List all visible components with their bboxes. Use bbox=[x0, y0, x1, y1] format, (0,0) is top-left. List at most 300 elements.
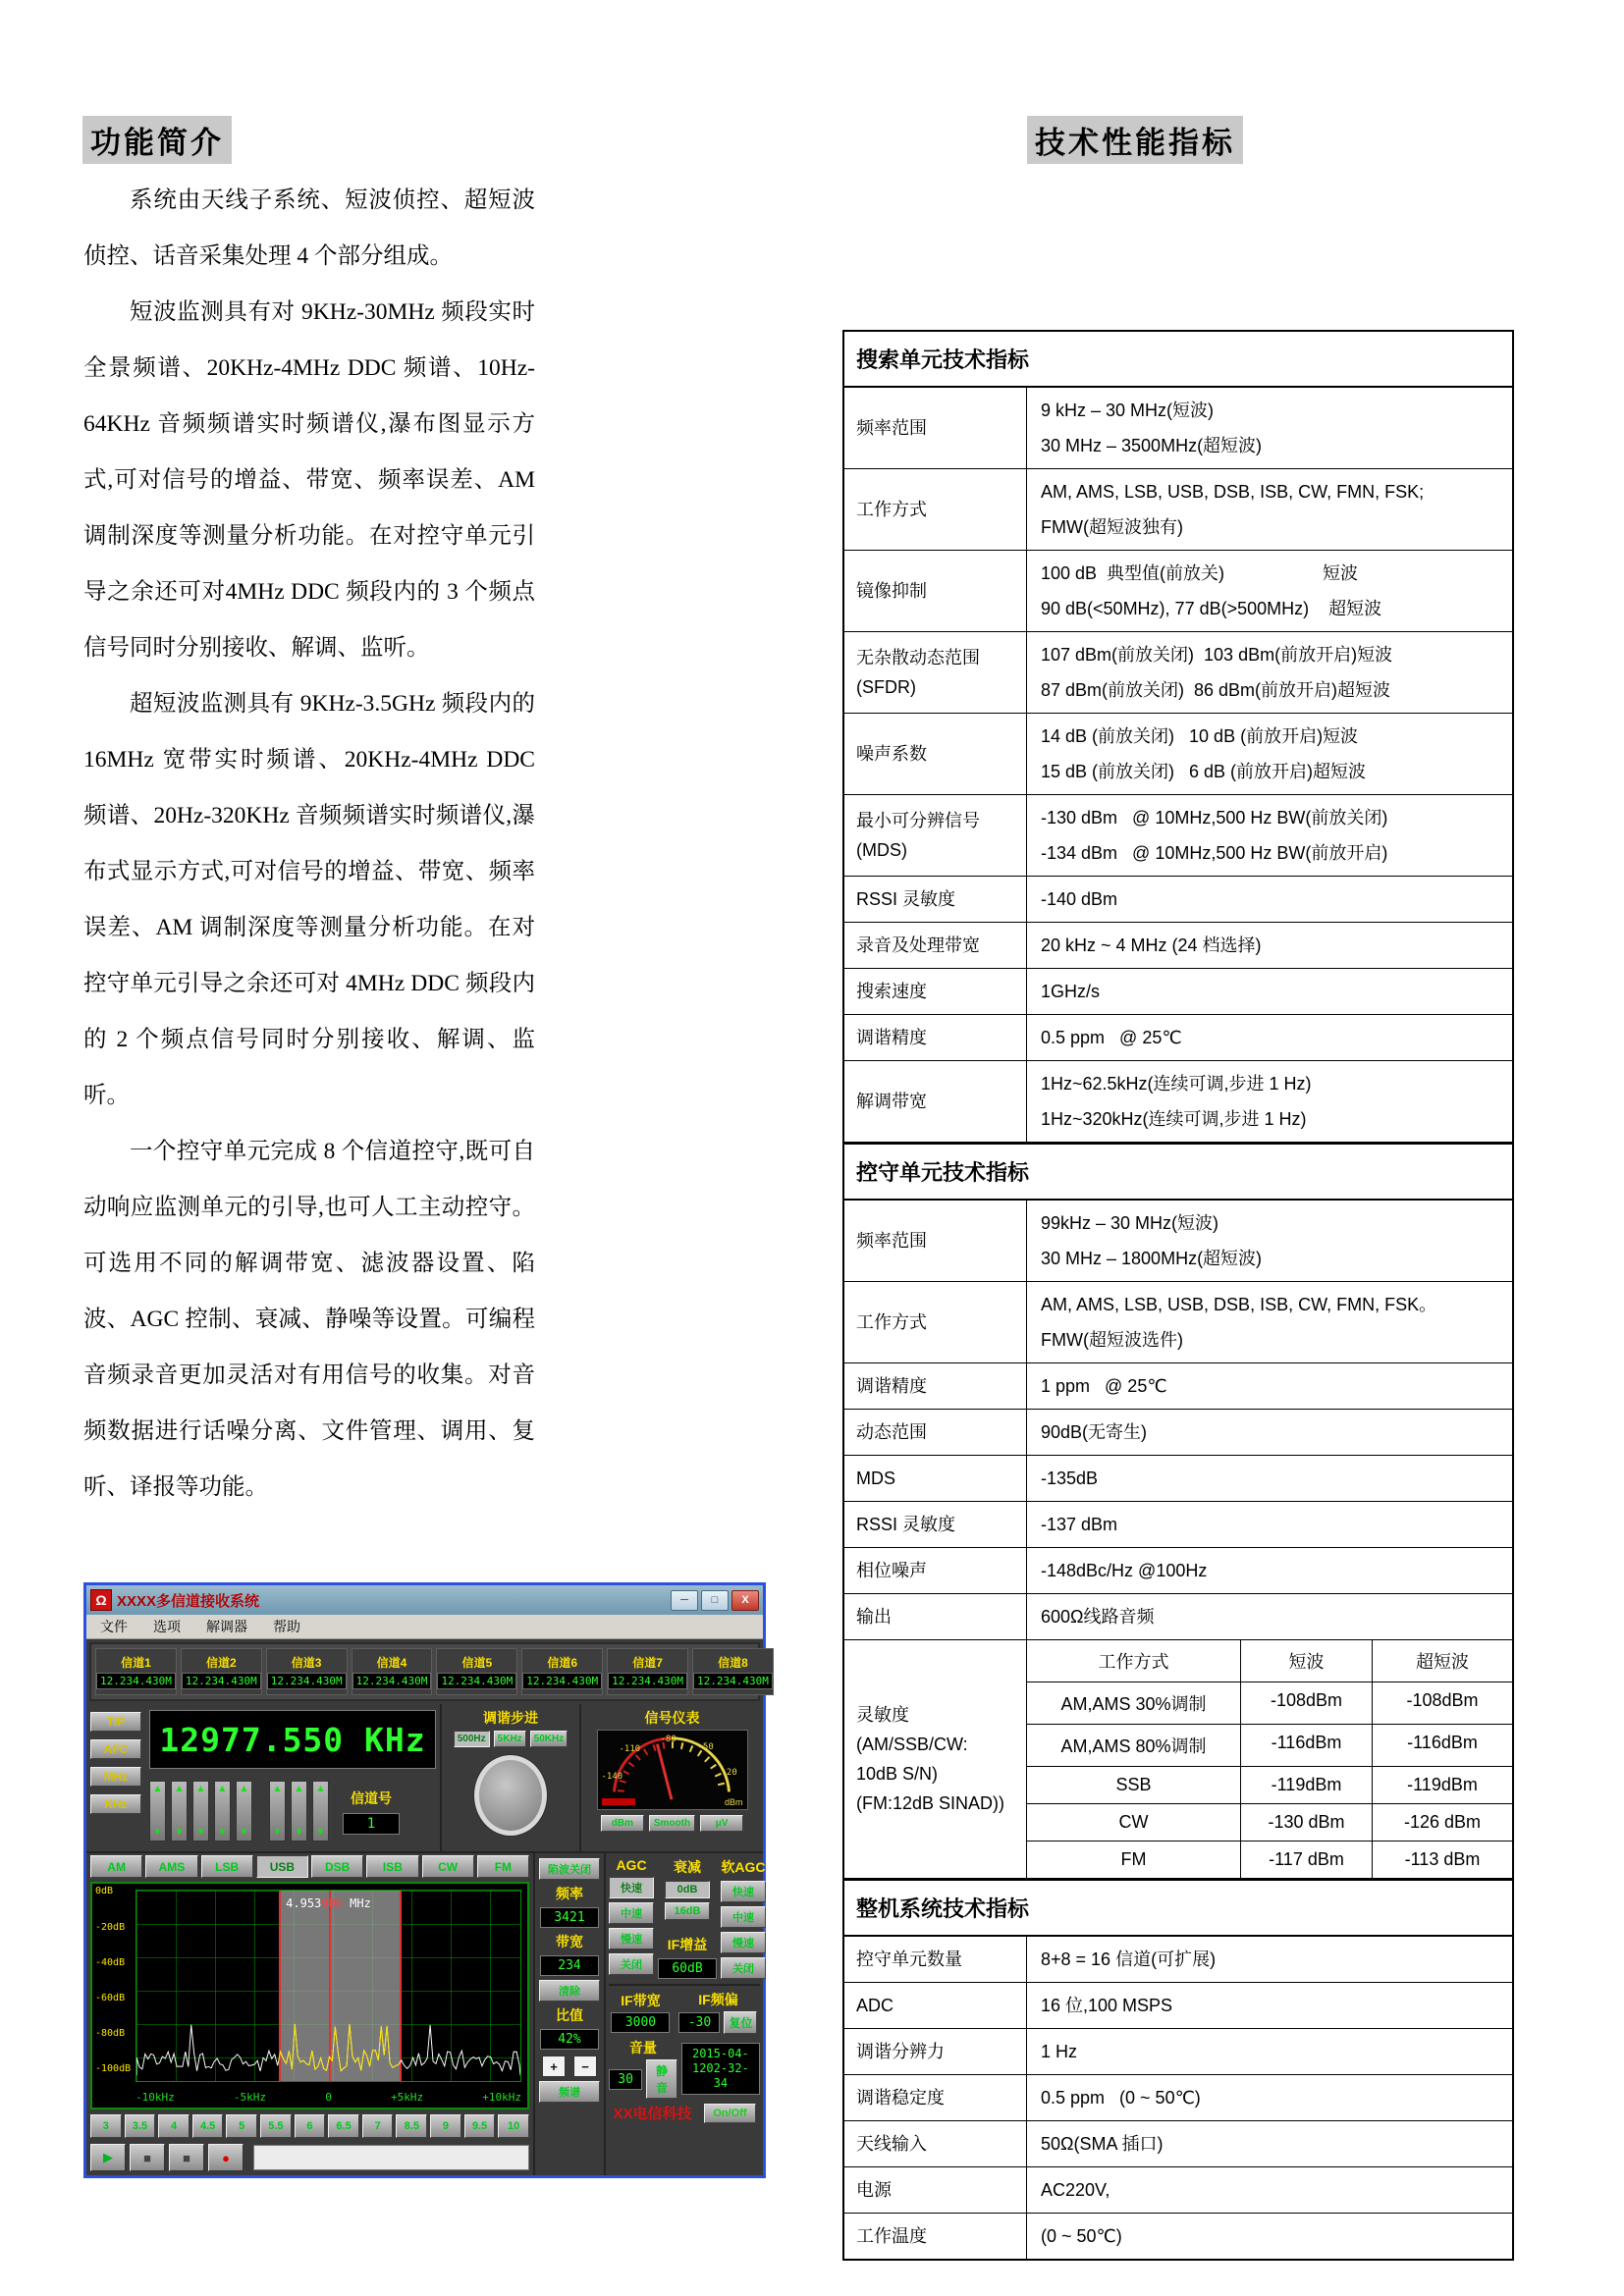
minimize-icon[interactable]: ─ bbox=[671, 1590, 698, 1611]
channel-label: 信道5 bbox=[461, 1656, 493, 1670]
spinner-up-icon[interactable]: ▲ bbox=[272, 1784, 283, 1794]
spec-row-label bbox=[844, 877, 1027, 922]
spec-label-line: 解调带宽 bbox=[856, 1092, 927, 1111]
sensitivity-cell: AM,AMS 80%调制 bbox=[1027, 1725, 1241, 1766]
spec-row-value bbox=[1027, 714, 1512, 794]
sensitivity-header-cell: 短波 bbox=[1241, 1640, 1373, 1682]
x-tick-label: +10kHz bbox=[482, 2091, 521, 2105]
tuning-control-row bbox=[86, 1704, 763, 1853]
spec-row bbox=[844, 969, 1512, 1015]
spec-row bbox=[844, 1548, 1512, 1594]
sensitivity-cell: -116dBm bbox=[1241, 1725, 1373, 1766]
spec-row-label bbox=[844, 1410, 1027, 1455]
menu-item[interactable]: 文件 bbox=[100, 1619, 128, 1634]
spec-label-line: 动态范围 bbox=[856, 1422, 927, 1442]
y-tick-label: 0dB bbox=[95, 1886, 114, 1897]
frequency-display: 12977.550 KHz bbox=[149, 1710, 436, 1769]
spectrum-button[interactable]: 频谱 bbox=[539, 2081, 600, 2103]
channel-frequency: 12.234.430M bbox=[693, 1673, 773, 1689]
tuning-step-buttons bbox=[454, 1731, 568, 1747]
frequency-area bbox=[145, 1704, 440, 1851]
spec-row-value bbox=[1027, 551, 1512, 631]
spinner-up-icon[interactable]: ▲ bbox=[195, 1784, 206, 1794]
agc-columns bbox=[609, 1857, 766, 1986]
freq-unit-button[interactable]: TIP bbox=[90, 1712, 141, 1732]
spec-row bbox=[844, 2121, 1512, 2167]
spinner-up-icon[interactable]: ▲ bbox=[239, 1784, 249, 1794]
spec-label-line: (FM:12dB SINAD)) bbox=[856, 1793, 1005, 1813]
spec-row-value bbox=[1027, 969, 1512, 1014]
left-heading: 功能简介 bbox=[82, 116, 232, 164]
spec-row-label bbox=[844, 388, 1027, 468]
spec-row bbox=[844, 1937, 1512, 1983]
atten-button[interactable]: 16dB bbox=[665, 1902, 710, 1920]
digit-spinner[interactable] bbox=[269, 1781, 286, 1842]
spinner-up-icon[interactable]: ▲ bbox=[174, 1784, 185, 1794]
stop-icon[interactable]: ■ bbox=[169, 2144, 204, 2171]
ratio-label: 比值 bbox=[556, 2007, 583, 2023]
sensitivity-cell: FM bbox=[1027, 1842, 1241, 1878]
spec-row-value bbox=[1027, 1410, 1512, 1455]
x-tick-label: +5kHz bbox=[390, 2091, 424, 2105]
band-button[interactable]: 10 bbox=[498, 2114, 529, 2137]
spec-row-value bbox=[1027, 2214, 1512, 2259]
channel-label: 信道3 bbox=[291, 1656, 322, 1670]
spec-row-value bbox=[1027, 1548, 1512, 1593]
soft-agc-button[interactable]: 中速 bbox=[721, 1906, 766, 1928]
mode-button[interactable]: LSB bbox=[201, 1855, 253, 1878]
center-freq-main: 4.953 bbox=[286, 1896, 322, 1911]
gauge-scale-label: -80 bbox=[660, 1735, 677, 1744]
spinner-up-icon[interactable]: ▲ bbox=[315, 1784, 326, 1794]
band-button[interactable]: 9.5 bbox=[464, 2114, 496, 2137]
if-offset-value[interactable]: -30 bbox=[678, 2012, 720, 2033]
spec-row-label bbox=[844, 1201, 1027, 1281]
mode-button[interactable]: ISB bbox=[366, 1855, 418, 1878]
spec-row bbox=[844, 1456, 1512, 1502]
if-audio-panel bbox=[609, 1986, 760, 2171]
band-button[interactable]: 5 bbox=[226, 2114, 257, 2137]
spec-row bbox=[844, 714, 1512, 795]
signal-meter-label: 信号仪表 bbox=[644, 1710, 700, 1726]
spec-row bbox=[844, 2029, 1512, 2075]
agc-button[interactable]: 快速 bbox=[609, 1877, 654, 1898]
onoff-button[interactable]: On/Off bbox=[704, 2104, 755, 2123]
digit-spinners bbox=[149, 1781, 329, 1842]
file-path-field[interactable] bbox=[253, 2145, 529, 2170]
spinner-up-icon[interactable]: ▲ bbox=[152, 1784, 163, 1794]
spec-value-line: AM, AMS, LSB, USB, DSB, ISB, CW, FMN, FSK。 bbox=[1041, 1295, 1437, 1314]
maximize-icon[interactable]: □ bbox=[701, 1590, 729, 1611]
spec-label-line: 最小可分辨信号 bbox=[856, 811, 980, 830]
center-freq-sub: 900 bbox=[321, 1896, 343, 1911]
notch-button[interactable]: 陷波关闭 bbox=[539, 1858, 600, 1880]
mode-button[interactable]: CW bbox=[422, 1855, 474, 1878]
gauge-scale-label: -20 bbox=[721, 1768, 737, 1778]
gauge-needle bbox=[657, 1744, 672, 1800]
datetime-display bbox=[681, 2043, 760, 2095]
spec-value-line: 1 ppm @ 25℃ bbox=[1041, 1376, 1167, 1396]
sensitivity-cell: CW bbox=[1027, 1804, 1241, 1841]
sensitivity-cell: -130 dBm bbox=[1241, 1804, 1373, 1841]
x-tick-label: -5kHz bbox=[233, 2091, 267, 2105]
record-icon[interactable]: ● bbox=[208, 2144, 244, 2171]
spec-row bbox=[844, 1015, 1512, 1061]
sensitivity-cell: -119dBm bbox=[1241, 1767, 1373, 1803]
digit-spinner[interactable] bbox=[291, 1781, 307, 1842]
band-button[interactable]: 3 bbox=[90, 2114, 122, 2137]
soft-agc-button[interactable]: 快速 bbox=[721, 1881, 766, 1902]
spec-row-value bbox=[1027, 632, 1512, 713]
channel-label: 信道2 bbox=[205, 1656, 237, 1670]
soft-agc-column bbox=[721, 1857, 766, 1979]
spec-row-label bbox=[844, 1548, 1027, 1593]
sensitivity-cell: AM,AMS 30%调制 bbox=[1027, 1682, 1241, 1724]
spec-row bbox=[844, 2075, 1512, 2121]
spec-row-value bbox=[1027, 469, 1512, 550]
spec-value-line: 87 dBm(前放关闭) 86 dBm(前放开启)超短波 bbox=[1041, 680, 1391, 700]
meter-unit-buttons bbox=[601, 1815, 743, 1832]
demod-main-column bbox=[606, 1853, 766, 2175]
right-heading: 技术性能指标 bbox=[1027, 116, 1243, 164]
spec-value-line: -130 dBm @ 10MHz,500 Hz BW(前放关闭) bbox=[1041, 808, 1388, 828]
spec-row-label bbox=[844, 1282, 1027, 1362]
spec-label-line: 频率范围 bbox=[856, 418, 927, 438]
spec-row-label bbox=[844, 714, 1027, 794]
channel-frequency: 12.234.430M bbox=[182, 1673, 261, 1689]
sensitivity-cell: -113 dBm bbox=[1404, 1849, 1481, 1869]
spec-value-line: FMW(超短波选件) bbox=[1041, 1330, 1183, 1350]
window-title: XXXX多信道接收系统 bbox=[117, 1592, 260, 1610]
spec-value-line: 1Hz~62.5kHz(连续可调,步进 1 Hz) bbox=[1041, 1074, 1312, 1094]
spec-value-line: 1 Hz bbox=[1041, 2042, 1078, 2061]
digit-spinner[interactable] bbox=[312, 1781, 329, 1842]
demod-control-panel bbox=[533, 1853, 766, 2175]
atten-column bbox=[658, 1857, 717, 1979]
mute-button[interactable]: 静音 bbox=[646, 2059, 677, 2099]
spec-label-line: 10dB S/N) bbox=[856, 1764, 939, 1784]
channel-label: 信道1 bbox=[121, 1656, 151, 1670]
digit-spinner[interactable] bbox=[171, 1781, 188, 1842]
channel-cell[interactable] bbox=[352, 1648, 433, 1695]
tuning-step-button[interactable]: 50KHz bbox=[530, 1731, 568, 1747]
sensitivity-header-row bbox=[1027, 1640, 1512, 1682]
band-button[interactable]: 8.5 bbox=[396, 2114, 427, 2137]
spec-row bbox=[844, 1594, 1512, 1640]
mode-button[interactable]: FM bbox=[477, 1855, 529, 1878]
spec-row-label bbox=[844, 1983, 1027, 2028]
spec-label-line: 工作方式 bbox=[856, 1312, 927, 1332]
reset-button[interactable]: 复位 bbox=[724, 2011, 757, 2034]
spec-value-line: 14 dB (前放关闭) 10 dB (前放开启)短波 bbox=[1041, 726, 1359, 746]
y-tick-label: -40dB bbox=[95, 1956, 126, 1968]
mode-button[interactable]: DSB bbox=[311, 1855, 363, 1878]
spec-row bbox=[844, 1282, 1512, 1363]
spinner-down-icon[interactable]: ▼ bbox=[294, 1827, 304, 1838]
spec-value-line: 20 kHz ~ 4 MHz (24 档选择) bbox=[1041, 935, 1262, 955]
spec-value-line: 15 dB (前放关闭) 6 dB (前放开启)超短波 bbox=[1041, 762, 1367, 781]
x-tick-label: -10kHz bbox=[135, 2091, 175, 2105]
band-button[interactable]: 4.5 bbox=[192, 2114, 224, 2137]
channel-frequency: 12.234.430M bbox=[522, 1673, 602, 1689]
spec-row-label bbox=[844, 1937, 1027, 1982]
freq-unit-button[interactable]: MHz bbox=[90, 1767, 141, 1787]
sensitivity-row bbox=[1027, 1842, 1512, 1878]
agc-button[interactable]: 中速 bbox=[609, 1902, 654, 1924]
soft-agc-buttons bbox=[721, 1881, 766, 1979]
if-gain-value[interactable]: 60dB bbox=[658, 1958, 717, 1979]
freq-unit-buttons bbox=[86, 1704, 145, 1851]
channel-strip bbox=[89, 1642, 769, 1701]
spec-row bbox=[844, 1410, 1512, 1456]
channel-cell[interactable] bbox=[436, 1648, 517, 1695]
channel-cell[interactable] bbox=[95, 1648, 177, 1695]
spec-value-line: -140 dBm bbox=[1041, 889, 1118, 909]
transport-bar bbox=[86, 2141, 533, 2175]
spec-value-line: 30 MHz – 3500MHz(超短波) bbox=[1041, 436, 1263, 455]
play-icon[interactable]: ▶ bbox=[90, 2144, 126, 2171]
x-tick-label: 0 bbox=[325, 2091, 332, 2105]
meter-unit-button[interactable]: Smooth bbox=[649, 1815, 695, 1832]
channel-no-label: 信道号 bbox=[351, 1789, 392, 1806]
sensitivity-row bbox=[1027, 1725, 1512, 1767]
sensitivity-table bbox=[1027, 1640, 1512, 1878]
y-tick-label: -80dB bbox=[95, 2028, 126, 2040]
spinner-down-icon[interactable]: ▼ bbox=[174, 1827, 185, 1838]
pause-icon[interactable]: ■ bbox=[130, 2144, 165, 2171]
spec-label-line: 镜像抑制 bbox=[856, 581, 927, 601]
band-button[interactable]: 6 bbox=[295, 2114, 326, 2137]
spec-row-label bbox=[844, 1363, 1027, 1409]
window-controls bbox=[671, 1590, 759, 1611]
clear-button[interactable]: 清除 bbox=[539, 1980, 600, 2002]
spec-row-label bbox=[844, 632, 1027, 713]
agc-button[interactable]: 关闭 bbox=[609, 1953, 654, 1975]
spinner-down-icon[interactable]: ▼ bbox=[195, 1827, 206, 1838]
spec-label-line: 灵敏度 bbox=[856, 1705, 909, 1725]
y-tick-label: -20dB bbox=[95, 1921, 126, 1933]
band-button[interactable]: 3.5 bbox=[125, 2114, 156, 2137]
spec-label-line: (AM/SSB/CW: bbox=[856, 1735, 968, 1754]
channel-cell[interactable] bbox=[181, 1648, 262, 1695]
spectrum-plot[interactable] bbox=[135, 1890, 521, 2082]
window-titlebar[interactable] bbox=[86, 1585, 763, 1615]
spec-table bbox=[842, 330, 1514, 2261]
spectrum-display[interactable] bbox=[90, 1882, 529, 2109]
freq-unit-button[interactable]: KHz bbox=[90, 1794, 141, 1814]
center-frequency-readout bbox=[286, 1896, 371, 1910]
tuning-knob[interactable] bbox=[474, 1755, 547, 1836]
demod-bw-label: 带宽 bbox=[556, 1934, 583, 1949]
agc-label: AGC bbox=[616, 1857, 647, 1873]
soft-agc-label: 软AGC bbox=[721, 1859, 766, 1875]
agc-button[interactable]: 慢速 bbox=[609, 1928, 654, 1949]
demod-bw-value[interactable]: 234 bbox=[540, 1955, 599, 1976]
spec-label-line: 调谐分辨力 bbox=[856, 2042, 945, 2061]
digit-spinner[interactable] bbox=[214, 1781, 231, 1842]
spec-row-label bbox=[844, 2029, 1027, 2074]
sensitivity-cell: -126 dBm bbox=[1403, 1812, 1482, 1832]
spec-label-line: RSSI 灵敏度 bbox=[856, 889, 956, 909]
menu-item[interactable]: 解调器 bbox=[206, 1619, 247, 1634]
spec-value-line: AC220V, bbox=[1041, 2180, 1110, 2200]
digit-spinner[interactable] bbox=[149, 1781, 166, 1842]
zoom-out-icon[interactable]: − bbox=[573, 2056, 597, 2077]
demod-left-column bbox=[535, 1853, 606, 2175]
intro-paragraph: 系统由天线子系统、短波侦控、超短波侦控、话音采集处理 4 个部分组成。 bbox=[83, 187, 535, 269]
if-bw-label: IF带宽 bbox=[621, 1993, 661, 2008]
spec-row-label bbox=[844, 1456, 1027, 1501]
spec-row bbox=[844, 1061, 1512, 1143]
spec-label-line: 录音及处理带宽 bbox=[856, 935, 980, 955]
close-icon[interactable]: X bbox=[731, 1590, 759, 1611]
spinner-down-icon[interactable]: ▼ bbox=[272, 1827, 283, 1838]
y-tick-label: -60dB bbox=[95, 1992, 126, 2003]
spec-value-line: (0 ~ 50℃) bbox=[1041, 2226, 1122, 2246]
demod-freq-value[interactable]: 3421 bbox=[540, 1907, 599, 1928]
spec-row-value bbox=[1027, 1061, 1512, 1142]
spec-label-line: 频率范围 bbox=[856, 1231, 927, 1251]
meter-unit-button[interactable]: μV bbox=[700, 1815, 743, 1832]
volume-value[interactable]: 30 bbox=[609, 2069, 642, 2090]
spec-value-line: 107 dBm(前放关闭) 103 dBm(前放开启)短波 bbox=[1041, 645, 1393, 665]
sensitivity-row bbox=[1027, 1804, 1512, 1842]
spec-value-line: 1Hz~320kHz(连续可调,步进 1 Hz) bbox=[1041, 1109, 1307, 1129]
overload-indicator bbox=[602, 1798, 635, 1805]
spec-row bbox=[844, 1363, 1512, 1410]
spec-row-value bbox=[1027, 2029, 1512, 2074]
freq-unit-button[interactable]: AFC bbox=[90, 1739, 141, 1759]
band-button[interactable]: 7 bbox=[362, 2114, 394, 2137]
spec-value-line: 0.5 ppm @ 25℃ bbox=[1041, 1028, 1182, 1047]
spec-row-value bbox=[1027, 1594, 1512, 1639]
channel-frequency: 12.234.430M bbox=[352, 1673, 432, 1689]
band-button[interactable]: 6.5 bbox=[328, 2114, 359, 2137]
if-gain-label: IF增益 bbox=[667, 1937, 708, 1952]
spec-value-line: FMW(超短波独有) bbox=[1041, 517, 1183, 537]
channel-label: 信道7 bbox=[632, 1656, 663, 1670]
spectrum-x-ticks bbox=[135, 2091, 521, 2104]
spec-row-value bbox=[1027, 2121, 1512, 2166]
spec-label-line: (SFDR) bbox=[856, 677, 916, 697]
intro-paragraph: 一个控守单元完成 8 个信道控守,既可自动响应监测单元的引导,也可人工主动控守。可选用不同的解调带宽、滤波器设置、陷波、AGC 控制、衰减、静噪等设置。可编程音频录音更加灵活对有用信号的收集。对音频数据进行话噪分离、文件管理、调用、复听、译报等功能。 bbox=[83, 1139, 535, 1500]
volume-label: 音量 bbox=[628, 2040, 657, 2056]
agc-column bbox=[609, 1857, 654, 1979]
channel-no-value: 1 bbox=[343, 1813, 400, 1835]
sensitivity-cell: -117 dBm bbox=[1241, 1842, 1373, 1878]
spec-value-line: 30 MHz – 1800MHz(超短波) bbox=[1041, 1249, 1263, 1268]
spinner-up-icon[interactable]: ▲ bbox=[294, 1784, 304, 1794]
band-button[interactable]: 5.5 bbox=[260, 2114, 292, 2137]
spec-row-label bbox=[844, 1640, 1027, 1878]
mode-button[interactable]: AM bbox=[90, 1855, 142, 1878]
menu-bar bbox=[86, 1615, 763, 1639]
spec-value-line: 1GHz/s bbox=[1041, 982, 1101, 1001]
spec-row bbox=[844, 469, 1512, 551]
spectrum-trace bbox=[136, 1891, 520, 2081]
band-button[interactable]: 9 bbox=[430, 2114, 461, 2137]
mode-button[interactable]: USB bbox=[256, 1855, 308, 1878]
spec-value-line: 90 dB(<50MHz), 77 dB(>500MHz) 超短波 bbox=[1041, 599, 1382, 618]
app-icon: Ω bbox=[90, 1589, 112, 1611]
spec-row-value bbox=[1027, 1282, 1512, 1362]
spec-row-value bbox=[1027, 1640, 1512, 1878]
channel-cell[interactable] bbox=[521, 1648, 603, 1695]
sensitivity-header-cell: 工作方式 bbox=[1027, 1640, 1241, 1682]
spec-row-value bbox=[1027, 1937, 1512, 1982]
mode-button[interactable]: AMS bbox=[145, 1855, 197, 1878]
signal-meter-panel bbox=[579, 1704, 763, 1851]
datetime-line: 2015-04- bbox=[691, 2046, 749, 2060]
meter-unit-button[interactable]: dBm bbox=[601, 1815, 644, 1832]
mode-buttons bbox=[86, 1853, 533, 1880]
spec-row bbox=[844, 388, 1512, 469]
spec-row-label bbox=[844, 1015, 1027, 1060]
spinner-down-icon[interactable]: ▼ bbox=[239, 1827, 249, 1838]
spec-label-line: 相位噪声 bbox=[856, 1561, 927, 1580]
soft-agc-button[interactable]: 慢速 bbox=[721, 1932, 766, 1953]
digit-spinner[interactable] bbox=[236, 1781, 252, 1842]
spinner-down-icon[interactable]: ▼ bbox=[152, 1827, 163, 1838]
spec-label-line: 电源 bbox=[856, 2180, 892, 2200]
tuning-step-panel bbox=[440, 1704, 579, 1851]
agc-buttons bbox=[609, 1877, 654, 1979]
spec-label-line: (MDS) bbox=[856, 840, 907, 860]
sensitivity-cell: -119dBm bbox=[1407, 1775, 1478, 1794]
tuning-step-button[interactable]: 500Hz bbox=[454, 1731, 490, 1747]
gauge-unit-label: dBm bbox=[724, 1797, 743, 1807]
channel-cell[interactable] bbox=[692, 1648, 774, 1695]
spec-row-label bbox=[844, 969, 1027, 1014]
soft-agc-button[interactable]: 关闭 bbox=[721, 1957, 766, 1979]
spec-row bbox=[844, 877, 1512, 923]
spinner-down-icon[interactable]: ▼ bbox=[217, 1827, 228, 1838]
spec-row-label bbox=[844, 1594, 1027, 1639]
zoom-in-icon[interactable]: + bbox=[542, 2056, 566, 2077]
spec-row bbox=[844, 551, 1512, 632]
spectrum-y-ticks bbox=[95, 1884, 135, 2082]
menu-item[interactable]: 选项 bbox=[153, 1619, 181, 1634]
spec-label-line: RSSI 灵敏度 bbox=[856, 1515, 956, 1534]
spec-row-label bbox=[844, 795, 1027, 876]
spec-section-title: 搜索单元技术指标 bbox=[844, 332, 1512, 388]
atten-button[interactable]: 0dB bbox=[665, 1881, 710, 1898]
spec-value-line: 9 kHz – 30 MHz(短波) bbox=[1041, 400, 1215, 420]
spec-value-line: -148dBc/Hz @100Hz bbox=[1041, 1561, 1208, 1580]
spec-row-value bbox=[1027, 388, 1512, 468]
channel-frequency: 12.234.430M bbox=[437, 1673, 516, 1689]
spec-value-line: -134 dBm @ 10MHz,500 Hz BW(前放开启) bbox=[1041, 843, 1388, 863]
spec-row-value bbox=[1027, 1201, 1512, 1281]
digit-spinner[interactable] bbox=[192, 1781, 209, 1842]
spec-row-value bbox=[1027, 795, 1512, 876]
spec-value-line: 8+8 = 16 信道(可扩展) bbox=[1041, 1949, 1217, 1969]
if-bw-value[interactable]: 3000 bbox=[611, 2012, 670, 2033]
spinner-up-icon[interactable]: ▲ bbox=[217, 1784, 228, 1794]
channel-label: 信道8 bbox=[718, 1656, 748, 1670]
tuning-step-button[interactable]: 5KHz bbox=[494, 1731, 526, 1747]
spec-label-line: 调谐精度 bbox=[856, 1376, 927, 1396]
menu-item[interactable]: 帮助 bbox=[273, 1619, 300, 1634]
spec-section-title: 控守单元技术指标 bbox=[844, 1143, 1512, 1201]
channel-cell[interactable] bbox=[607, 1648, 688, 1695]
spec-label-line: 输出 bbox=[856, 1607, 892, 1627]
band-button[interactable]: 4 bbox=[158, 2114, 189, 2137]
channel-cell[interactable] bbox=[266, 1648, 348, 1695]
spinner-down-icon[interactable]: ▼ bbox=[315, 1827, 326, 1838]
intro-paragraph: 超短波监测具有 9KHz-3.5GHz 频段内的 16MHz 宽带实时频谱、20KHz-4MHz DDC 频谱、20Hz-320KHz 音频频谱实时频谱仪,瀑布式显示方式,可对信号的增益、带宽、频率误差、AM 调制深度等测量分析功能。在对控守单元引导之余还可对 4MHz DDC 频段内的 2 个频点信号同时分别接收、解调、监听。 bbox=[83, 691, 535, 1108]
spec-row bbox=[844, 1640, 1512, 1879]
